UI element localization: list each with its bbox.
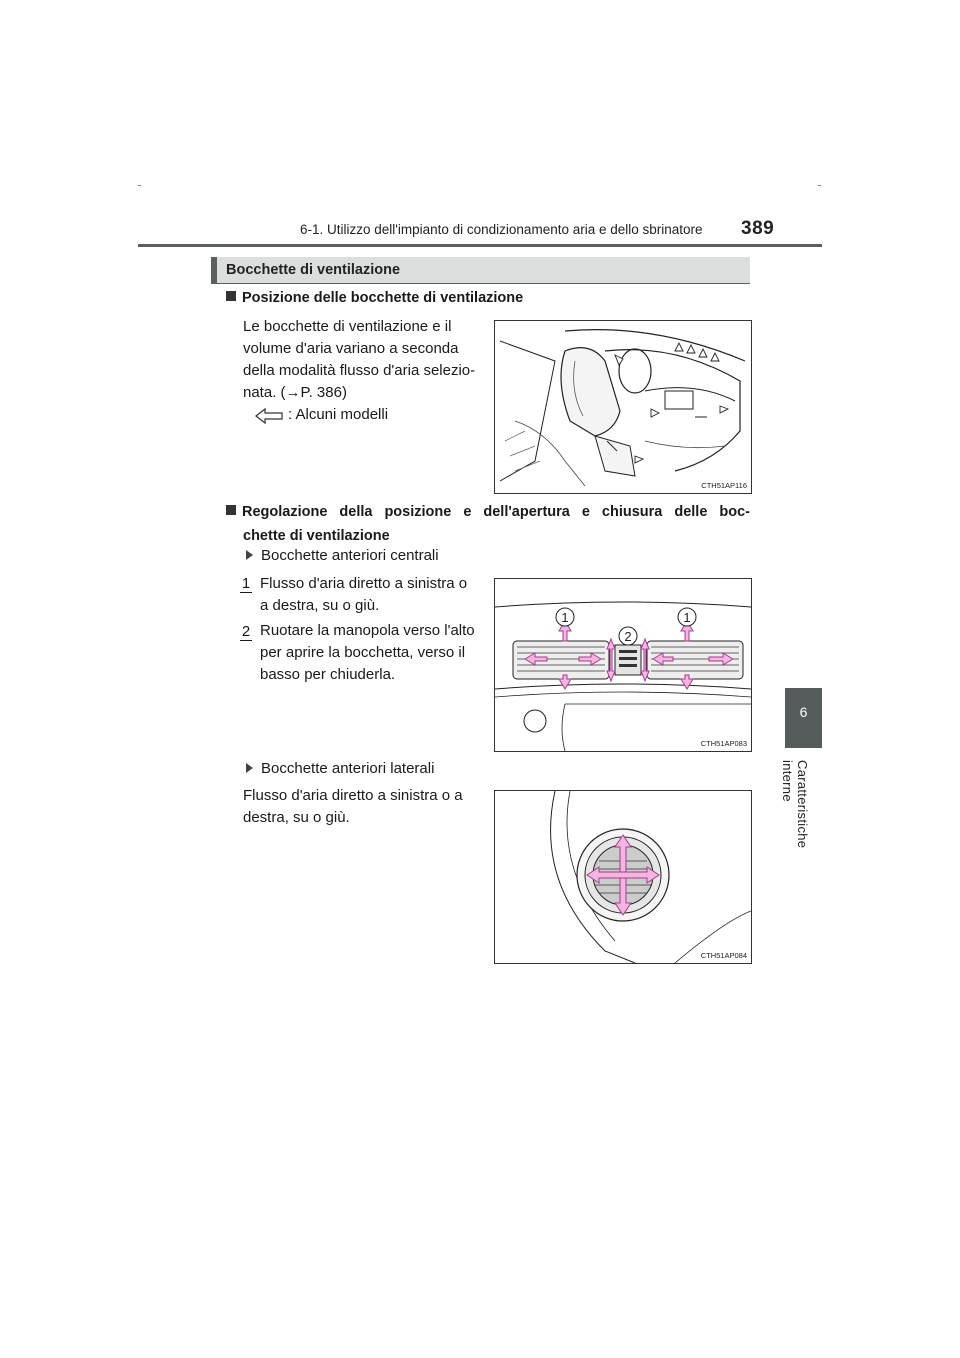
- item-1-text: [260, 573, 483, 617]
- figure-center-vents: [494, 578, 752, 752]
- page-number: 389: [741, 218, 775, 239]
- text-line: Le bocchette di ventilazione e il: [243, 318, 452, 335]
- item-number-1: 1: [241, 575, 251, 592]
- chapter-number: 6: [799, 704, 808, 720]
- car-interior-illustration: [495, 321, 751, 493]
- text-line: destra, su o giù.: [243, 809, 350, 826]
- triangle-bullet-icon: [246, 763, 253, 773]
- legend-arrow-icon: [254, 406, 284, 426]
- center-vents-illustration: [495, 579, 751, 751]
- figure-side-vent: [494, 790, 752, 964]
- text-line: Ruotare la manopola verso l'alto: [260, 622, 475, 639]
- section-header-bar: [211, 257, 750, 283]
- bullet-front-center: [246, 545, 439, 567]
- running-header: 6-1. Utilizzo dell'impianto di condizionamento aria e dello sbrinatore: [300, 222, 703, 237]
- figure-code: CTH51AP116: [701, 481, 747, 490]
- subheading-vent-position: [226, 290, 523, 306]
- figure-code: CTH51AP084: [700, 951, 747, 960]
- side-vent-illustration: [495, 791, 751, 963]
- section-title: Bocchette di ventilazione: [226, 262, 401, 278]
- text-line: basso per chiuderla.: [260, 666, 396, 683]
- callout-1: 1: [561, 610, 569, 625]
- header-rule: [138, 244, 822, 247]
- text-line: volume d'aria variano a seconda: [243, 340, 459, 357]
- text-line: Flusso d'aria diretto a sinistra o: [260, 575, 468, 592]
- subheading-text: Regolazione della posizione e dell'apertura e chiusura delle boc-: [242, 504, 750, 520]
- item-number-2: 2: [241, 623, 251, 640]
- figure-car-interior: [494, 320, 752, 494]
- text-line: a destra, su o giù.: [260, 597, 380, 614]
- callout-2: 2: [624, 629, 632, 644]
- subheading-vent-adjustment: [226, 500, 750, 548]
- text-line: Flusso d'aria diretto a sinistra o a: [243, 787, 463, 804]
- bullet-text: Bocchette anteriori laterali: [261, 760, 435, 777]
- bullet-front-side: [246, 758, 434, 780]
- section-accent: [211, 257, 217, 283]
- item-2-text: [260, 620, 483, 686]
- chapter-title-vertical: [780, 760, 810, 890]
- chapter-title: Caratteristiche interne: [780, 760, 810, 849]
- figure-code: CTH51AP083: [700, 739, 747, 748]
- crop-mark: [138, 185, 141, 186]
- text-line: nata. (→P. 386): [243, 384, 347, 401]
- paragraph-side-vents: [243, 785, 483, 829]
- text-line: della modalità flusso d'aria selezio-: [243, 362, 476, 379]
- square-bullet-icon: [226, 291, 236, 301]
- chapter-tab: [785, 688, 822, 748]
- paragraph-vent-position: [243, 316, 483, 404]
- bullet-text: Bocchette anteriori centrali: [261, 547, 439, 564]
- text-line: per aprire la bocchetta, verso il: [260, 644, 466, 661]
- subheading-text-line2: chette di ventilazione: [243, 528, 390, 544]
- crop-mark: [818, 185, 821, 186]
- triangle-bullet-icon: [246, 550, 253, 560]
- square-bullet-icon: [226, 505, 236, 515]
- legend-label: : Alcuni modelli: [288, 406, 389, 423]
- section-underline: [211, 283, 750, 284]
- subheading-text: Posizione delle bocchette di ventilazione: [242, 290, 524, 306]
- callout-1: 1: [683, 610, 691, 625]
